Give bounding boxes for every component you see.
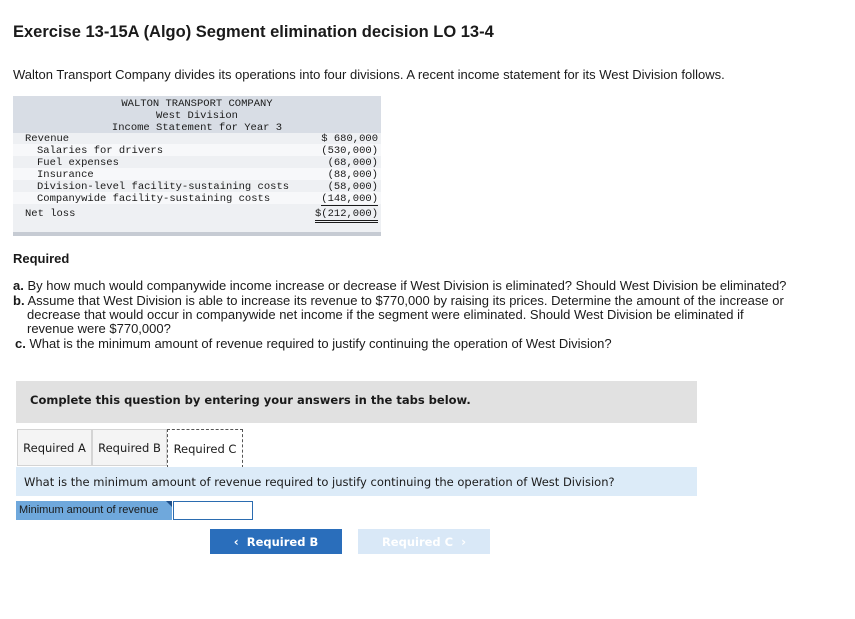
row-label-revenue: Revenue	[25, 133, 70, 145]
question-c	[15, 336, 612, 351]
previous-tab-label: Required B	[246, 534, 319, 549]
income-statement	[13, 96, 381, 236]
row-amount-net-loss: $(212,000)	[315, 208, 378, 223]
row-amount-revenue: $ 680,000	[321, 133, 378, 145]
next-tab-button[interactable]	[358, 529, 490, 554]
question-b-text-3: revenue were $770,000?	[27, 321, 171, 336]
corner-marker-icon	[166, 501, 172, 507]
tab-required-b[interactable]: Required B	[92, 429, 167, 466]
page-title: Exercise 13-15A (Algo) Segment elimination decision LO 13-4	[13, 23, 494, 41]
row-amount-salaries: (530,000)	[321, 145, 378, 157]
minimum-revenue-input[interactable]	[173, 501, 253, 520]
question-a-text: By how much would companywide income increase or decrease if West Division is eliminated? Should West Division be eliminated?	[27, 278, 787, 293]
instructions-box	[16, 381, 697, 423]
row-label-companywide-costs: Companywide facility-sustaining costs	[37, 193, 271, 205]
question-b-line1	[13, 293, 784, 308]
previous-tab-button[interactable]	[210, 529, 342, 554]
row-label-fuel: Fuel expenses	[37, 157, 119, 169]
question-text: What is the minimum amount of revenue required to justify continuing the operation of West Division?	[24, 475, 615, 489]
row-label-salaries: Salaries for drivers	[37, 145, 164, 157]
question-a-letter: a.	[13, 278, 24, 293]
required-heading: Required	[13, 251, 70, 266]
tab-required-a[interactable]: Required A	[17, 429, 92, 466]
row-amount-companywide-costs: (148,000)	[321, 193, 378, 205]
statement-division: West Division	[156, 110, 238, 122]
statement-company: WALTON TRANSPORT COMPANY	[121, 98, 273, 110]
row-label-division-costs: Division-level facility-sustaining costs	[37, 181, 290, 193]
row-label-insurance: Insurance	[37, 169, 94, 181]
statement-period: Income Statement for Year 3	[111, 122, 283, 134]
question-c-letter: c.	[15, 336, 26, 351]
row-amount-division-costs: (58,000)	[327, 181, 378, 193]
next-tab-label: Required C	[381, 534, 454, 549]
answer-label	[16, 501, 172, 520]
intro-text: Walton Transport Company divides its operations into four divisions. A recent income statement for its West Division follows.	[13, 67, 725, 82]
instructions-text: Complete this question by entering your answers in the tabs below.	[30, 393, 471, 407]
answer-label-text: Minimum amount of revenue	[19, 504, 159, 516]
chevron-right-icon: ›	[461, 534, 467, 549]
row-amount-fuel: (68,000)	[327, 157, 378, 169]
question-a	[13, 278, 786, 293]
question-b-letter: b.	[13, 293, 25, 308]
question-band	[16, 467, 697, 496]
row-amount-insurance: (88,000)	[327, 169, 378, 181]
row-label-net-loss: Net loss	[25, 208, 76, 220]
tab-required-c[interactable]: Required C	[167, 429, 243, 468]
question-b-text-1: Assume that West Division is able to increase its revenue to $770,000 by raising its prices. Determine the amount of the increase or	[27, 293, 784, 308]
chevron-left-icon: ‹	[233, 534, 239, 549]
question-b-text-2: decrease that would occur in companywide net income if the segment were eliminated. Should West Division be eliminated if	[27, 307, 744, 322]
question-c-text: What is the minimum amount of revenue required to justify continuing the operation of West Division?	[29, 336, 612, 351]
